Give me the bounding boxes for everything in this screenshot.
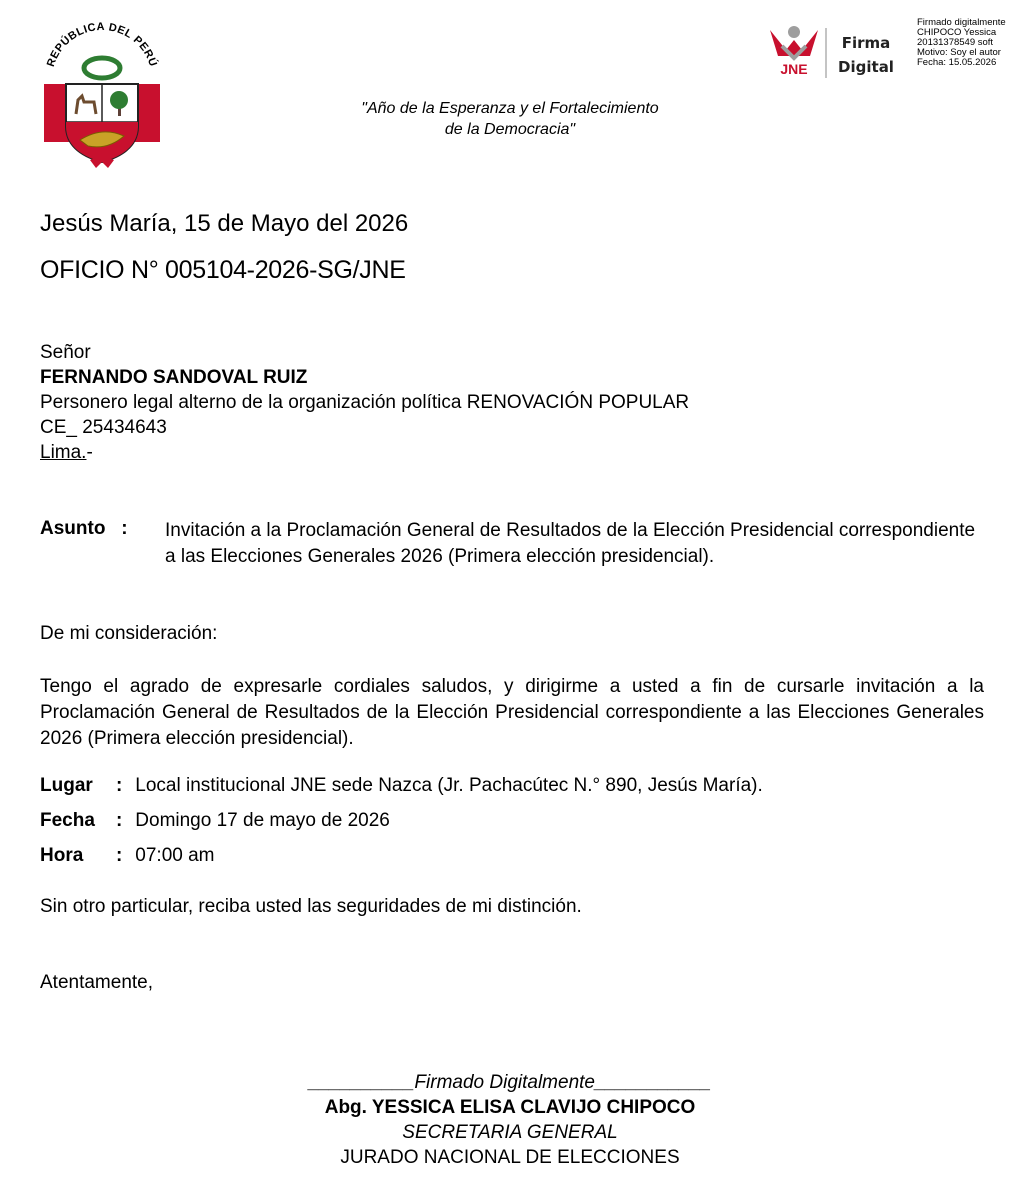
detail-value: Local institucional JNE sede Nazca (Jr. Pachacútec N.° 890, Jesús María). [135, 775, 763, 796]
signature-block [250, 1070, 770, 1170]
motto-line-1: "Año de la Esperanza y el Fortalecimiento [361, 100, 659, 117]
stamp-line: Motivo: Soy el autor [917, 47, 1001, 58]
recipient-city: Lima. [40, 442, 87, 463]
jne-firma-digital-logo [764, 22, 906, 82]
stamp-line: Fecha: 15.05.2026 [917, 57, 997, 68]
coat-arc-text: REPÚBLICA DEL PERÚ [44, 22, 160, 69]
jne-brand-text: JNE [780, 61, 808, 77]
stamp-line: CHIPOCO Yessica [917, 27, 997, 38]
stamp-line: 20131378549 soft [917, 37, 994, 48]
signer-institution: JURADO NACIONAL DE ELECCIONES [340, 1147, 680, 1168]
recipient-city-suffix: - [86, 442, 93, 463]
recipient-id: CE_ 25434643 [40, 417, 167, 438]
stamp-line: Firmado digitalmente [917, 18, 1006, 28]
recipient-role: Personero legal alterno de la organización política RENOVACIÓN POPULAR [40, 392, 690, 413]
logo-word-digital: Digital [838, 58, 894, 76]
recipient-salutation: Señor [40, 342, 91, 363]
signer-title: SECRETARIA GENERAL [402, 1122, 618, 1143]
detail-row-date: Fecha : Domingo 17 de mayo de 2026 [40, 810, 390, 831]
detail-value: 07:00 am [135, 845, 215, 866]
recipient-name: FERNANDO SANDOVAL RUIZ [40, 367, 308, 388]
detail-value: Domingo 17 de mayo de 2026 [135, 810, 390, 831]
detail-label: Lugar [40, 775, 93, 796]
coat-of-arms-icon [38, 22, 166, 172]
year-motto [300, 98, 720, 140]
detail-label: Fecha [40, 810, 95, 831]
subject-text: Invitación a la Proclamación General de Resultados de la Elección Presidencial correspondiente a las Elecciones Generales 2026 (Primera elección presidencial). [165, 520, 976, 567]
regards: Atentamente, [40, 972, 154, 993]
digital-signature-stamp [917, 18, 1017, 68]
svg-text:REPÚBLICA DEL PERÚ [45, 22, 160, 68]
signer-name: Abg. YESSICA ELISA CLAVIJO CHIPOCO [324, 1097, 696, 1118]
jne-emblem-icon [770, 26, 818, 58]
recipient-block [40, 340, 689, 465]
oficio-number: OFICIO N° 005104-2026-SG/JNE [40, 256, 406, 284]
detail-row-time: Hora : 07:00 am [40, 845, 215, 866]
subject-label: Asunto : [40, 518, 128, 539]
body-paragraph: Tengo el agrado de expresarle cordiales saludos, y dirigirme a usted a fin de cursarle invitación a la Proclamación General de Resultados de la Elección Presidencial correspondiente a las Elecciones Generales 2026 (Primera elección presidencial). [40, 676, 984, 749]
motto-line-2: de la Democracia" [444, 121, 576, 138]
place-date: Jesús María, 15 de Mayo del 2026 [40, 210, 409, 237]
detail-row-place: Lugar : Local institucional JNE sede Nazca (Jr. Pachacútec N.° 890, Jesús María). [40, 775, 763, 796]
recipient-city-line [40, 440, 689, 465]
signature-line: __________Firmado Digitalmente___________ [308, 1072, 712, 1093]
closing-sentence: Sin otro particular, reciba usted las seguridades de mi distinción. [40, 896, 582, 917]
greeting: De mi consideración: [40, 623, 218, 644]
detail-label: Hora [40, 845, 84, 866]
logo-word-firma: Firma [841, 34, 891, 52]
